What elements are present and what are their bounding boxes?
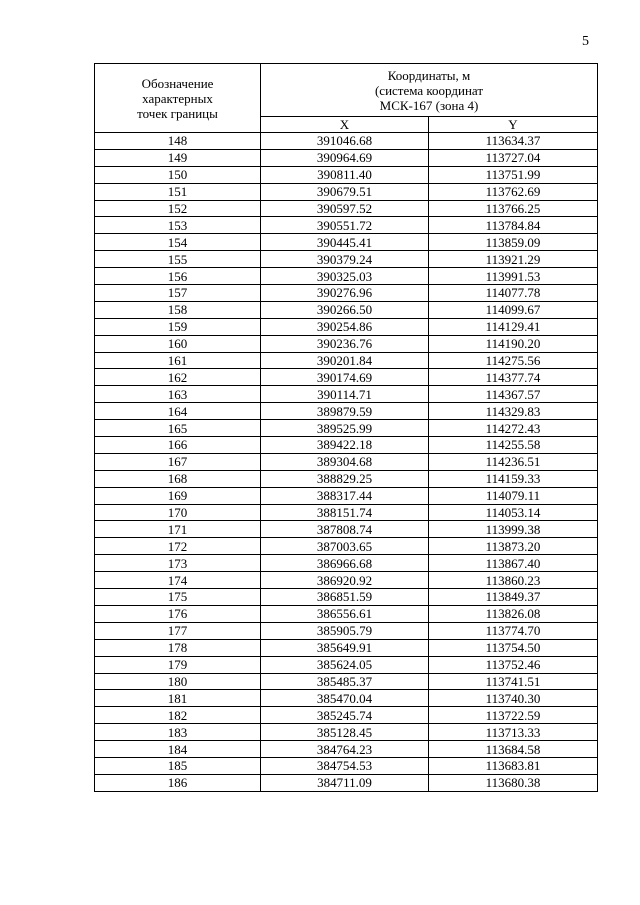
cell-point-number: 180 xyxy=(95,673,261,690)
cell-x: 387808.74 xyxy=(261,521,429,538)
cell-y: 113683.81 xyxy=(429,757,598,774)
cell-point-number: 173 xyxy=(95,555,261,572)
cell-point-number: 171 xyxy=(95,521,261,538)
cell-y: 114329.83 xyxy=(429,403,598,420)
cell-x: 389525.99 xyxy=(261,420,429,437)
cell-x: 390114.71 xyxy=(261,386,429,403)
table-row xyxy=(95,318,598,335)
cell-point-number: 156 xyxy=(95,268,261,285)
table-row xyxy=(95,757,598,774)
cell-y: 113999.38 xyxy=(429,521,598,538)
cell-point-number: 161 xyxy=(95,352,261,369)
table-row xyxy=(95,268,598,285)
cell-y: 113826.08 xyxy=(429,605,598,622)
cell-y: 114236.51 xyxy=(429,453,598,470)
table-body xyxy=(95,133,598,792)
cell-point-number: 165 xyxy=(95,420,261,437)
cell-y: 114190.20 xyxy=(429,335,598,352)
cell-point-number: 174 xyxy=(95,572,261,589)
table-row xyxy=(95,437,598,454)
cell-y: 113849.37 xyxy=(429,589,598,606)
table-row xyxy=(95,487,598,504)
cell-y: 113684.58 xyxy=(429,741,598,758)
table-row xyxy=(95,166,598,183)
cell-x: 390379.24 xyxy=(261,251,429,268)
cell-y: 114159.33 xyxy=(429,470,598,487)
cell-point-number: 175 xyxy=(95,589,261,606)
cell-y: 113774.70 xyxy=(429,622,598,639)
table-row xyxy=(95,589,598,606)
cell-point-number: 183 xyxy=(95,724,261,741)
table-row xyxy=(95,335,598,352)
cell-y: 113766.25 xyxy=(429,200,598,217)
table-row xyxy=(95,622,598,639)
cell-y: 113867.40 xyxy=(429,555,598,572)
table-row xyxy=(95,673,598,690)
cell-y: 113752.46 xyxy=(429,656,598,673)
cell-x: 385485.37 xyxy=(261,673,429,690)
cell-y: 114275.56 xyxy=(429,352,598,369)
cell-x: 390236.76 xyxy=(261,335,429,352)
table-row xyxy=(95,453,598,470)
header-coords-line: Координаты, м xyxy=(387,67,471,83)
cell-y: 113634.37 xyxy=(429,133,598,150)
cell-y: 113740.30 xyxy=(429,690,598,707)
header-coordinates xyxy=(261,64,598,117)
cell-x: 390254.86 xyxy=(261,318,429,335)
header-coords-line: МСК-167 (зона 4) xyxy=(379,97,479,113)
cell-x: 387003.65 xyxy=(261,538,429,555)
cell-y: 113751.99 xyxy=(429,166,598,183)
cell-x: 390201.84 xyxy=(261,352,429,369)
cell-point-number: 185 xyxy=(95,757,261,774)
cell-y: 114272.43 xyxy=(429,420,598,437)
table-row xyxy=(95,133,598,150)
cell-x: 390174.69 xyxy=(261,369,429,386)
table-row xyxy=(95,470,598,487)
cell-point-number: 172 xyxy=(95,538,261,555)
cell-y: 114377.74 xyxy=(429,369,598,386)
table-row xyxy=(95,301,598,318)
header-point-line: характерных xyxy=(142,90,213,106)
cell-y: 113680.38 xyxy=(429,774,598,791)
cell-point-number: 179 xyxy=(95,656,261,673)
header-coords-line: (система координат xyxy=(374,82,484,98)
cell-point-number: 162 xyxy=(95,369,261,386)
cell-x: 390597.52 xyxy=(261,200,429,217)
table-row xyxy=(95,251,598,268)
cell-point-number: 154 xyxy=(95,234,261,251)
cell-x: 385624.05 xyxy=(261,656,429,673)
table-row xyxy=(95,605,598,622)
cell-point-number: 159 xyxy=(95,318,261,335)
table-row xyxy=(95,538,598,555)
cell-point-number: 152 xyxy=(95,200,261,217)
header-point-line: точек границы xyxy=(137,105,218,121)
table-row xyxy=(95,149,598,166)
cell-y: 113741.51 xyxy=(429,673,598,690)
cell-point-number: 181 xyxy=(95,690,261,707)
cell-point-number: 169 xyxy=(95,487,261,504)
cell-x: 390445.41 xyxy=(261,234,429,251)
cell-y: 114367.57 xyxy=(429,386,598,403)
header-point-designation xyxy=(95,64,261,133)
cell-x: 385245.74 xyxy=(261,707,429,724)
cell-y: 113762.69 xyxy=(429,183,598,200)
cell-point-number: 176 xyxy=(95,605,261,622)
cell-point-number: 151 xyxy=(95,183,261,200)
cell-x: 384754.53 xyxy=(261,757,429,774)
cell-x: 388151.74 xyxy=(261,504,429,521)
table-row xyxy=(95,403,598,420)
cell-x: 389422.18 xyxy=(261,437,429,454)
cell-x: 391046.68 xyxy=(261,133,429,150)
cell-y: 113860.23 xyxy=(429,572,598,589)
coordinates-table xyxy=(94,63,598,792)
cell-point-number: 155 xyxy=(95,251,261,268)
cell-x: 389879.59 xyxy=(261,403,429,420)
cell-y: 114053.14 xyxy=(429,504,598,521)
table-header xyxy=(95,64,598,133)
cell-x: 388317.44 xyxy=(261,487,429,504)
cell-y: 113784.84 xyxy=(429,217,598,234)
table-row xyxy=(95,420,598,437)
header-x: X xyxy=(261,117,429,133)
cell-x: 390266.50 xyxy=(261,301,429,318)
cell-x: 390325.03 xyxy=(261,268,429,285)
cell-point-number: 170 xyxy=(95,504,261,521)
cell-x: 386556.61 xyxy=(261,605,429,622)
cell-x: 389304.68 xyxy=(261,453,429,470)
table-row xyxy=(95,690,598,707)
table-row xyxy=(95,521,598,538)
cell-x: 384764.23 xyxy=(261,741,429,758)
cell-y: 113713.33 xyxy=(429,724,598,741)
table-row xyxy=(95,555,598,572)
cell-y: 114099.67 xyxy=(429,301,598,318)
table-row xyxy=(95,724,598,741)
cell-point-number: 163 xyxy=(95,386,261,403)
cell-point-number: 168 xyxy=(95,470,261,487)
table-row xyxy=(95,639,598,656)
cell-point-number: 184 xyxy=(95,741,261,758)
table-row xyxy=(95,572,598,589)
table-row xyxy=(95,504,598,521)
cell-y: 114077.78 xyxy=(429,285,598,302)
cell-x: 386920.92 xyxy=(261,572,429,589)
cell-y: 113991.53 xyxy=(429,268,598,285)
table-row xyxy=(95,200,598,217)
cell-y: 114129.41 xyxy=(429,318,598,335)
cell-point-number: 164 xyxy=(95,403,261,420)
cell-point-number: 157 xyxy=(95,285,261,302)
table-row xyxy=(95,369,598,386)
table-row xyxy=(95,774,598,791)
cell-x: 385470.04 xyxy=(261,690,429,707)
table-row xyxy=(95,285,598,302)
cell-point-number: 182 xyxy=(95,707,261,724)
header-point-line: Обозначение xyxy=(141,75,214,91)
cell-point-number: 167 xyxy=(95,453,261,470)
cell-point-number: 178 xyxy=(95,639,261,656)
cell-point-number: 177 xyxy=(95,622,261,639)
cell-point-number: 186 xyxy=(95,774,261,791)
table-row xyxy=(95,741,598,758)
table-row xyxy=(95,234,598,251)
cell-x: 385905.79 xyxy=(261,622,429,639)
cell-point-number: 149 xyxy=(95,149,261,166)
cell-y: 113873.20 xyxy=(429,538,598,555)
cell-y: 113859.09 xyxy=(429,234,598,251)
table-row xyxy=(95,217,598,234)
cell-x: 385649.91 xyxy=(261,639,429,656)
page-number: 5 xyxy=(582,34,589,49)
cell-point-number: 160 xyxy=(95,335,261,352)
cell-point-number: 148 xyxy=(95,133,261,150)
cell-y: 114255.58 xyxy=(429,437,598,454)
cell-point-number: 166 xyxy=(95,437,261,454)
cell-y: 114079.11 xyxy=(429,487,598,504)
cell-point-number: 150 xyxy=(95,166,261,183)
cell-x: 390964.69 xyxy=(261,149,429,166)
cell-x: 386966.68 xyxy=(261,555,429,572)
cell-x: 385128.45 xyxy=(261,724,429,741)
cell-y: 113754.50 xyxy=(429,639,598,656)
cell-x: 390276.96 xyxy=(261,285,429,302)
table-row xyxy=(95,656,598,673)
cell-point-number: 158 xyxy=(95,301,261,318)
header-y: Y xyxy=(429,117,598,133)
cell-y: 113727.04 xyxy=(429,149,598,166)
cell-x: 390811.40 xyxy=(261,166,429,183)
table-row xyxy=(95,183,598,200)
cell-x: 386851.59 xyxy=(261,589,429,606)
table-row xyxy=(95,352,598,369)
cell-x: 384711.09 xyxy=(261,774,429,791)
cell-x: 390679.51 xyxy=(261,183,429,200)
cell-x: 388829.25 xyxy=(261,470,429,487)
cell-y: 113722.59 xyxy=(429,707,598,724)
table-row xyxy=(95,386,598,403)
cell-y: 113921.29 xyxy=(429,251,598,268)
table-row xyxy=(95,707,598,724)
cell-point-number: 153 xyxy=(95,217,261,234)
cell-x: 390551.72 xyxy=(261,217,429,234)
